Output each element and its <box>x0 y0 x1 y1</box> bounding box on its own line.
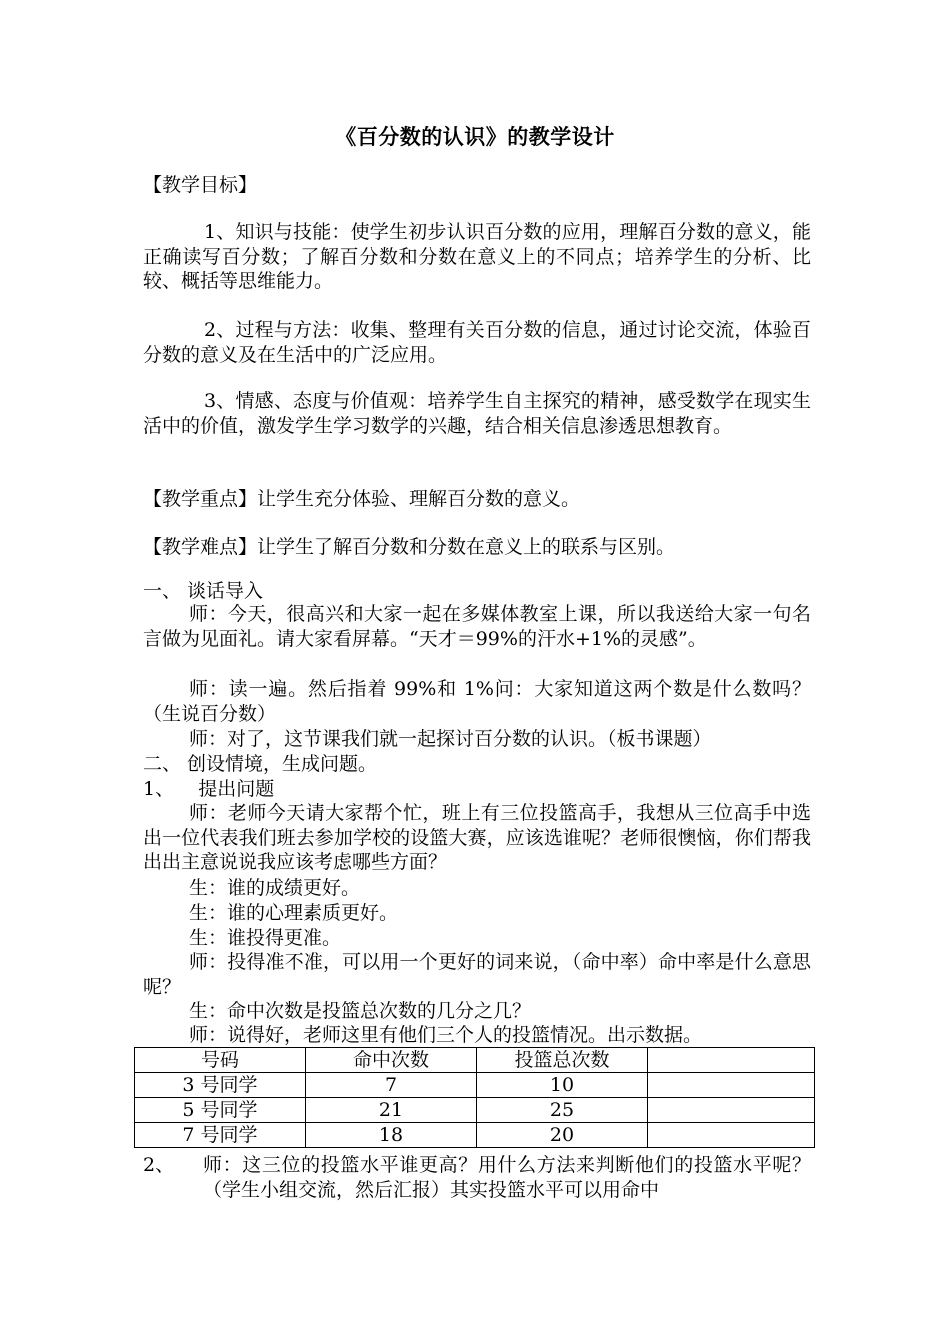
table-row <box>135 1098 815 1123</box>
table-cell: 25 <box>477 1098 648 1123</box>
intro-teacher-para-2: 师：读一遍。然后指着 99%和 1%问：大家知道这两个数是什么数吗？（生说百分数） <box>143 678 811 725</box>
table-cell <box>648 1073 815 1098</box>
goals-heading: 【教学目标】 <box>143 174 258 196</box>
table-cell: 21 <box>306 1098 477 1123</box>
table-cell: 20 <box>477 1123 648 1148</box>
intro-teacher-para-1: 师：今天，很高兴和大家一起在多媒体教室上课，所以我送给大家一句名言做为见面礼。请大家看屏幕。“天才＝99%的汗水+1%的灵感”。 <box>143 603 811 650</box>
goal-emotion-values: 3、情感、态度与价值观：培养学生自主探究的精神，感受数学在现实生活中的价值，激发学生学习数学的兴趣，结合相关信息渗透思想教育。 <box>143 390 811 437</box>
table-cell <box>648 1098 815 1123</box>
student-answer-2: 生：谁的心理素质更好。 <box>189 902 399 924</box>
table-header-cell: 号码 <box>135 1048 306 1073</box>
table-header-cell <box>648 1048 815 1073</box>
scenario-teacher-para-1: 师：老师今天请大家帮个忙，班上有三位投篮高手，我想从三位高手中选出一位代表我们班去参加学校的设篮大赛，应该选谁呢？老师很懊恼，你们帮我出出主意说说我应该考虑哪些方面？ <box>143 802 811 873</box>
subsection-2-number: 2、 <box>143 1154 175 1176</box>
table-cell: 5 号同学 <box>135 1098 306 1123</box>
goal-knowledge-skills: 1、知识与技能：使学生初步认识百分数的应用，理解百分数的意义，能正确读写百分数；了解百分数和分数在意义上的不同点；培养学生的分析、比较、概括等思维能力。 <box>143 221 811 292</box>
table-cell <box>648 1123 815 1148</box>
intro-teacher-para-3: 师：对了，这节课我们就一起探讨百分数的认识。（板书课题） <box>189 728 712 750</box>
table-row <box>135 1073 815 1098</box>
table-cell: 18 <box>306 1123 477 1148</box>
student-answer-1: 生：谁的成绩更好。 <box>189 877 361 899</box>
section-heading-intro: 一、 谈话导入 <box>143 580 264 602</box>
document-title: 《百分数的认识》的教学设计 <box>335 124 615 149</box>
difficulty-point: 【教学难点】让学生了解百分数和分数在意义上的联系与区别。 <box>143 536 676 558</box>
scenario-teacher-para-3: 师：说得好，老师这里有他们三个人的投篮情况。出示数据。 <box>189 1024 703 1046</box>
table-cell: 7 号同学 <box>135 1123 306 1148</box>
goal-process-method: 2、过程与方法：收集、整理有关百分数的信息，通过讨论交流，体验百分数的意义及在生活中的广泛应用。 <box>143 319 811 366</box>
table-cell: 10 <box>477 1073 648 1098</box>
table-cell: 7 <box>306 1073 477 1098</box>
scenario-teacher-para-2: 师：投得准不准，可以用一个更好的词来说，（命中率）命中率是什么意思呢？ <box>143 951 811 998</box>
table-header-cell: 命中次数 <box>306 1048 477 1073</box>
student-answer-4: 生：命中次数是投篮总次数的几分之几？ <box>189 1000 532 1022</box>
shooting-data-table <box>134 1047 815 1148</box>
key-point: 【教学重点】让学生充分体验、理解百分数的意义。 <box>143 488 581 510</box>
student-answer-3: 生：谁投得更准。 <box>189 927 342 949</box>
table-row <box>135 1123 815 1148</box>
subsection-raise-question: 1、 提出问题 <box>143 778 275 800</box>
subsection-2-text: 师：这三位的投篮水平谁更高？用什么方法来判断他们的投篮水平呢？（学生小组交流，然后汇报）其实投篮水平可以用命中 <box>203 1154 811 1201</box>
table-header-row <box>135 1048 815 1073</box>
table-cell: 3 号同学 <box>135 1073 306 1098</box>
section-heading-scenario: 二、 创设情境，生成问题。 <box>143 753 378 775</box>
table-header-cell: 投篮总次数 <box>477 1048 648 1073</box>
